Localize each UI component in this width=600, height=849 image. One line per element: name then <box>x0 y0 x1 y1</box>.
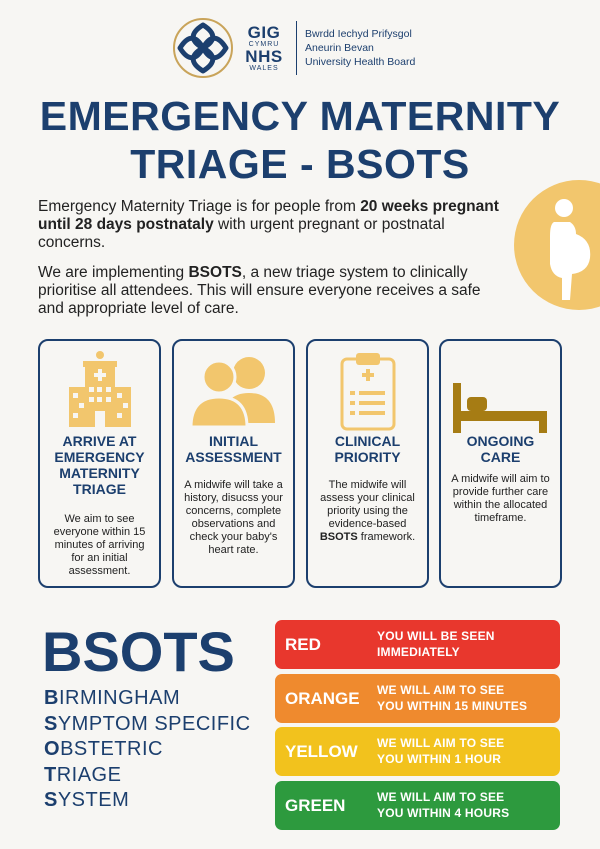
triage-yellow <box>275 727 560 776</box>
pregnant-woman-icon <box>514 180 600 310</box>
bsots-acronym <box>44 686 251 814</box>
intro-paragraph-2: We are implementing BSOTS, a new triage system to clinically prioritise all attendees. This will ensure everyone receives a safe and appropriate level of care. <box>38 264 481 317</box>
card-title: ARRIVE AT EMERGENCY MATERNITY TRIAGE <box>54 433 145 497</box>
acronym-word: TRIAGE <box>44 763 122 786</box>
bed-icon <box>451 365 551 443</box>
card-text: The midwife will assess your clinical priority using the evidence-based BSOTS framework. <box>319 479 416 543</box>
card-initial-assessment <box>172 339 295 588</box>
card-title: ONGOING CARE <box>466 433 535 465</box>
gig-nhs-wordmark: GIG CYMRU NHS WALES <box>245 23 283 72</box>
hospital-icon <box>65 351 135 429</box>
triage-description: WE WILL AIM TO SEE YOU WITHIN 1 HOUR <box>377 736 505 766</box>
triage-description: WE WILL AIM TO SEE YOU WITHIN 4 HOURS <box>377 790 510 820</box>
triage-red <box>275 620 560 669</box>
celtic-knot-icon <box>172 17 234 79</box>
triage-green <box>275 781 560 830</box>
health-board-name: Bwrdd Iechyd Prifysgol Aneurin Bevan University Health Board <box>305 28 416 68</box>
acronym-word: SYSTEM <box>44 789 130 811</box>
triage-description: YOU WILL BE SEEN IMMEDIATELY <box>377 629 495 659</box>
card-text: We aim to see everyone within 15 minutes of arriving for an initial assessment. <box>53 513 146 577</box>
logo-divider <box>296 21 297 75</box>
process-steps <box>38 339 562 588</box>
triage-label: YELLOW <box>285 742 358 761</box>
intro-paragraph-1: Emergency Maternity Triage is for people from 20 weeks pregnant until 28 days postnataly with urgent pregnant or postnatal concerns. <box>38 198 499 251</box>
bsots-heading: BSOTS <box>42 620 235 683</box>
triage-label: ORANGE <box>285 689 360 708</box>
card-arrive <box>38 339 161 588</box>
clipboard-icon <box>338 351 398 431</box>
nhs-logo <box>172 14 472 82</box>
card-text: A midwife will aim to provide further care within the allocated timeframe. <box>451 473 550 524</box>
card-text: A midwife will take a history, disucss your concerns, complete observations and check your baby's heart rate. <box>184 479 283 556</box>
card-title: INITIAL ASSESSMENT <box>185 433 282 465</box>
triage-label: GREEN <box>285 796 346 815</box>
acronym-word: SYMPTOM SPECIFIC <box>44 712 251 735</box>
intro-text <box>38 198 508 330</box>
acronym-word: OBSTETRIC <box>44 738 163 760</box>
page-title: EMERGENCY MATERNITY TRIAGE - BSOTS <box>39 93 561 187</box>
card-ongoing-care <box>439 339 562 588</box>
people-icon <box>189 351 279 429</box>
card-title: CLINICAL PRIORITY <box>334 433 401 465</box>
triage-label: RED <box>285 635 321 654</box>
acronym-word: BIRMINGHAM <box>44 687 181 709</box>
card-clinical-priority <box>306 339 429 588</box>
triage-orange <box>275 674 560 723</box>
triage-description: WE WILL AIM TO SEE YOU WITHIN 15 MINUTES <box>377 683 528 713</box>
